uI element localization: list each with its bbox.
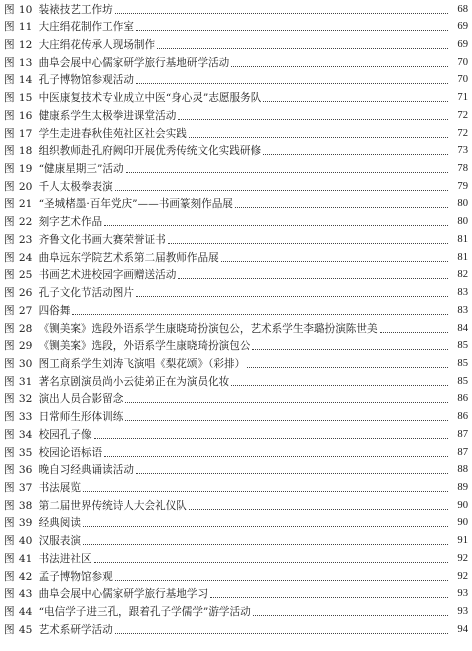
figure-number: 20 — [18, 180, 33, 193]
figure-label: 图 — [4, 535, 15, 548]
figure-label: 图 — [4, 393, 15, 406]
figure-number: 40 — [18, 535, 33, 548]
dot-leader — [187, 127, 450, 141]
figure-number: 41 — [18, 552, 33, 565]
toc-entry[interactable] — [4, 428, 468, 442]
figure-number: 12 — [18, 38, 33, 51]
figure-label: 图 — [4, 92, 15, 105]
page-number: 69 — [457, 21, 468, 33]
dot-leader — [113, 3, 450, 17]
toc-entry[interactable] — [4, 339, 468, 353]
figure-number: 37 — [18, 481, 33, 494]
figure-label: 图 — [4, 251, 15, 264]
figure-number: 10 — [18, 3, 33, 16]
figure-number: 44 — [18, 606, 33, 618]
figure-label: 图 — [4, 446, 15, 459]
figure-label: 图 — [4, 180, 15, 193]
figure-number: 15 — [18, 92, 33, 105]
figure-number: 36 — [18, 464, 33, 477]
figure-title: 汉服表演 — [38, 535, 81, 548]
dot-leader — [70, 304, 450, 318]
figure-title: 四俗舞 — [38, 304, 71, 317]
figure-title: 学生走进春秋佳苑社区社会实践 — [38, 127, 187, 140]
toc-entry[interactable] — [4, 109, 468, 123]
toc-entry[interactable] — [4, 623, 468, 637]
figure-number: 11 — [18, 21, 33, 34]
figure-number: 24 — [18, 251, 33, 264]
page-number: 89 — [457, 481, 468, 493]
toc-entry[interactable] — [4, 357, 468, 371]
figure-title: 齐鲁文化书画大赛荣誉证书 — [38, 233, 166, 246]
toc-entry[interactable] — [4, 304, 468, 318]
dot-leader — [113, 623, 450, 637]
page-number: 82 — [457, 269, 468, 281]
dot-leader — [378, 322, 450, 336]
figure-number: 17 — [18, 127, 33, 140]
toc-entry[interactable] — [4, 91, 468, 105]
toc-entry[interactable] — [4, 56, 468, 70]
figure-title: 健康系学生太极拳进课堂活动 — [38, 109, 177, 122]
figure-label: 图 — [4, 287, 15, 299]
figure-title: 书法进社区 — [38, 552, 92, 565]
page-number: 88 — [457, 464, 468, 476]
dot-leader — [113, 180, 450, 194]
figure-label: 图 — [4, 21, 15, 34]
toc-entry[interactable] — [4, 481, 468, 495]
dot-leader — [219, 251, 450, 265]
figure-title: 晚自习经典诵读活动 — [38, 464, 134, 477]
figure-title: 组织教师赴孔府阙印开展优秀传统文化实践研修 — [38, 145, 262, 158]
figure-number: 16 — [18, 109, 33, 122]
toc-entry[interactable] — [4, 233, 468, 247]
page-number: 80 — [457, 216, 468, 228]
figure-number: 31 — [18, 375, 33, 388]
figure-number: 22 — [18, 216, 33, 229]
toc-entry[interactable] — [4, 410, 468, 424]
toc-entry[interactable] — [4, 286, 468, 300]
toc-entry[interactable] — [4, 20, 468, 34]
figure-label: 图 — [4, 322, 15, 335]
dot-leader — [166, 233, 450, 247]
dot-leader — [187, 499, 450, 513]
page-number: 93 — [457, 606, 468, 617]
toc-entry[interactable] — [4, 375, 468, 389]
figure-number: 27 — [18, 304, 33, 317]
figure-label: 图 — [4, 198, 15, 211]
figure-number: 35 — [18, 446, 33, 459]
figure-label: 图 — [4, 623, 15, 636]
page-number: 85 — [457, 357, 468, 369]
figure-number: 25 — [18, 269, 33, 282]
figure-label: 图 — [4, 357, 15, 370]
figure-label: 图 — [4, 163, 15, 175]
figure-number: 33 — [18, 411, 33, 424]
figure-label: 图 — [4, 269, 15, 282]
toc-entry[interactable] — [4, 322, 468, 336]
page-number: 90 — [457, 499, 468, 511]
figure-label: 图 — [4, 588, 15, 601]
figure-number: 19 — [18, 163, 33, 175]
toc-entry[interactable] — [4, 570, 468, 584]
dot-leader — [155, 38, 450, 52]
figure-title: 第二届世界传统诗人大会礼仪队 — [38, 499, 187, 512]
figure-title: 演出人员合影留念 — [38, 393, 124, 406]
figure-number: 14 — [18, 74, 33, 87]
page-number: 81 — [457, 233, 468, 245]
dot-leader — [123, 410, 450, 424]
toc-entry[interactable] — [4, 268, 468, 282]
page-number: 79 — [457, 180, 468, 192]
figure-number: 43 — [18, 588, 33, 601]
page-number: 84 — [457, 322, 468, 334]
page-number: 80 — [457, 198, 468, 210]
dot-leader — [124, 162, 450, 176]
figure-number: 18 — [18, 145, 33, 158]
figure-title: 刻字艺术作品 — [38, 216, 103, 229]
figure-label: 图 — [4, 499, 15, 512]
page-number: 69 — [457, 38, 468, 50]
dot-leader — [176, 268, 450, 282]
figure-label: 图 — [4, 216, 15, 229]
figure-title: 校园论语标语 — [38, 446, 103, 459]
toc-entry[interactable] — [4, 516, 468, 530]
toc-entry[interactable] — [4, 605, 468, 619]
figure-title: 艺术系研学活动 — [38, 623, 113, 636]
page-number: 90 — [457, 517, 468, 529]
figure-number: 23 — [18, 233, 33, 246]
dot-leader — [81, 481, 450, 495]
figure-number: 32 — [18, 393, 33, 406]
page-number: 83 — [457, 304, 468, 316]
figure-title: 曲阜会展中心儒家研学旅行基地研学活动 — [38, 56, 230, 69]
figure-title: 大庄绢花制作工作室 — [38, 21, 134, 34]
figure-title: 著名京剧演员尚小云徒弟正在为演员化妆 — [38, 375, 230, 388]
page-number: 70 — [457, 56, 468, 68]
dot-leader — [229, 375, 450, 389]
figure-label: 图 — [4, 552, 15, 565]
figure-title: 千人太极拳表演 — [38, 180, 113, 193]
toc-entry[interactable] — [4, 144, 468, 158]
figure-label: 图 — [4, 375, 15, 388]
page-number: 94 — [457, 623, 468, 635]
toc-entry[interactable] — [4, 38, 468, 52]
figure-number: 34 — [18, 428, 33, 441]
page-number: 72 — [457, 127, 468, 139]
dot-leader — [233, 197, 450, 211]
dot-leader — [251, 605, 450, 619]
dot-leader — [176, 109, 450, 123]
figure-number: 13 — [18, 56, 33, 69]
figure-number: 45 — [18, 623, 33, 636]
figure-title: 大庄绢花传承人现场制作 — [38, 38, 156, 51]
page-number: 93 — [457, 588, 468, 600]
figure-title: “圣城楮墨·百年党庆”——书画篆刻作品展 — [38, 198, 233, 211]
toc-entry[interactable] — [4, 534, 468, 548]
page-number: 72 — [457, 109, 468, 121]
figure-number: 42 — [18, 570, 33, 583]
figure-label: 图 — [4, 411, 15, 424]
figure-label: 图 — [4, 109, 15, 122]
figure-label: 图 — [4, 3, 15, 16]
figure-label: 图 — [4, 127, 15, 140]
figure-label: 图 — [4, 481, 15, 494]
toc-entry[interactable] — [4, 463, 468, 477]
dot-leader — [134, 73, 450, 87]
page-number: 68 — [457, 3, 468, 15]
toc-entry[interactable] — [4, 392, 468, 406]
page-number: 71 — [457, 92, 468, 104]
dot-leader — [123, 392, 450, 406]
figure-label: 图 — [4, 74, 15, 87]
page-number: 73 — [457, 145, 468, 157]
toc-entry[interactable] — [4, 180, 468, 194]
dot-leader — [134, 286, 450, 300]
dot-leader — [92, 552, 450, 566]
figure-title: 孟子博物馆参观 — [38, 570, 113, 583]
dot-leader — [134, 20, 450, 34]
toc-entry[interactable] — [4, 552, 468, 566]
page-number: 87 — [457, 446, 468, 458]
figure-label: 图 — [4, 517, 15, 530]
dot-leader — [261, 144, 450, 158]
page-number: 85 — [457, 340, 468, 352]
figure-title: 曲阜远东学院艺术系第二届教师作品展 — [38, 251, 219, 264]
figure-label: 图 — [4, 570, 15, 583]
page-number: 92 — [457, 552, 468, 564]
page-number: 91 — [457, 535, 468, 547]
figure-number: 28 — [18, 322, 33, 335]
page-number: 81 — [457, 251, 468, 263]
figure-title: 经典阅读 — [38, 517, 81, 530]
dot-leader — [102, 215, 450, 229]
figure-number: 29 — [18, 340, 33, 353]
dot-leader — [92, 428, 450, 442]
figure-label: 图 — [4, 56, 15, 69]
figure-label: 图 — [4, 233, 15, 246]
figure-title: 孔子博物馆参观活动 — [38, 74, 134, 87]
figure-label: 图 — [4, 464, 15, 477]
dot-leader — [208, 587, 450, 601]
figure-number: 38 — [18, 499, 33, 512]
figure-title: 装裱技艺工作坊 — [38, 3, 113, 16]
figure-title: 校园孔子像 — [38, 428, 92, 441]
figure-label: 图 — [4, 38, 15, 51]
dot-leader — [134, 463, 450, 477]
page-number: 83 — [457, 287, 468, 298]
toc-entry[interactable] — [4, 73, 468, 87]
figure-label: 图 — [4, 145, 15, 158]
toc-entry[interactable] — [4, 162, 468, 176]
figure-title: 图工商系学生刘涛飞演唱《梨花颂》（彩排） — [38, 357, 246, 370]
page-number: 70 — [457, 74, 468, 86]
figure-title: 孔子文化节活动图片 — [38, 287, 134, 299]
figure-title: 《铡美案》选段外语系学生康晓琦扮演包公，艺术系学生李璐扮演陈世美 — [38, 322, 378, 335]
figure-label: 图 — [4, 304, 15, 317]
dot-leader — [102, 446, 450, 460]
toc-entry[interactable] — [4, 197, 468, 211]
page-number: 87 — [457, 428, 468, 440]
dot-leader — [113, 570, 450, 584]
page-number: 85 — [457, 375, 468, 387]
page-number: 92 — [457, 570, 468, 582]
figure-number: 26 — [18, 287, 33, 299]
toc-entry[interactable] — [4, 215, 468, 229]
figure-title: 中医康复技术专业成立中医“身心灵”志愿服务队 — [38, 92, 262, 105]
toc-entry[interactable] — [4, 127, 468, 141]
figure-label: 图 — [4, 606, 15, 618]
figure-title: 《铡美案》选段，外语系学生康晓琦扮演包公 — [38, 340, 251, 353]
figure-number: 21 — [18, 198, 33, 211]
figure-number: 30 — [18, 357, 33, 370]
figure-label: 图 — [4, 428, 15, 441]
toc-entry[interactable] — [4, 587, 468, 601]
dot-leader — [250, 339, 450, 353]
figure-title: 日常师生形体训练 — [38, 411, 124, 424]
dot-leader — [261, 91, 450, 105]
page-number: 86 — [457, 411, 468, 423]
figure-number: 39 — [18, 517, 33, 530]
dot-leader — [245, 357, 450, 371]
toc-entry[interactable] — [4, 499, 468, 513]
figure-title: 书法展览 — [38, 481, 81, 494]
figure-title: “健康星期三”活动 — [38, 163, 124, 175]
figure-title: “电信学子进三孔，跟着孔子学儒学”游学活动 — [38, 606, 251, 618]
dot-leader — [81, 516, 450, 530]
toc-entry[interactable] — [4, 446, 468, 460]
figure-title: 曲阜会展中心儒家研学旅行基地学习 — [38, 588, 209, 601]
dot-leader — [229, 56, 450, 70]
figure-title: 书画艺术进校园字画赠送活动 — [38, 269, 177, 282]
figure-label: 图 — [4, 340, 15, 353]
page-number: 86 — [457, 393, 468, 405]
toc-entry[interactable] — [4, 3, 468, 17]
toc-entry[interactable] — [4, 251, 468, 265]
dot-leader — [81, 534, 450, 548]
page-number: 78 — [457, 163, 468, 174]
